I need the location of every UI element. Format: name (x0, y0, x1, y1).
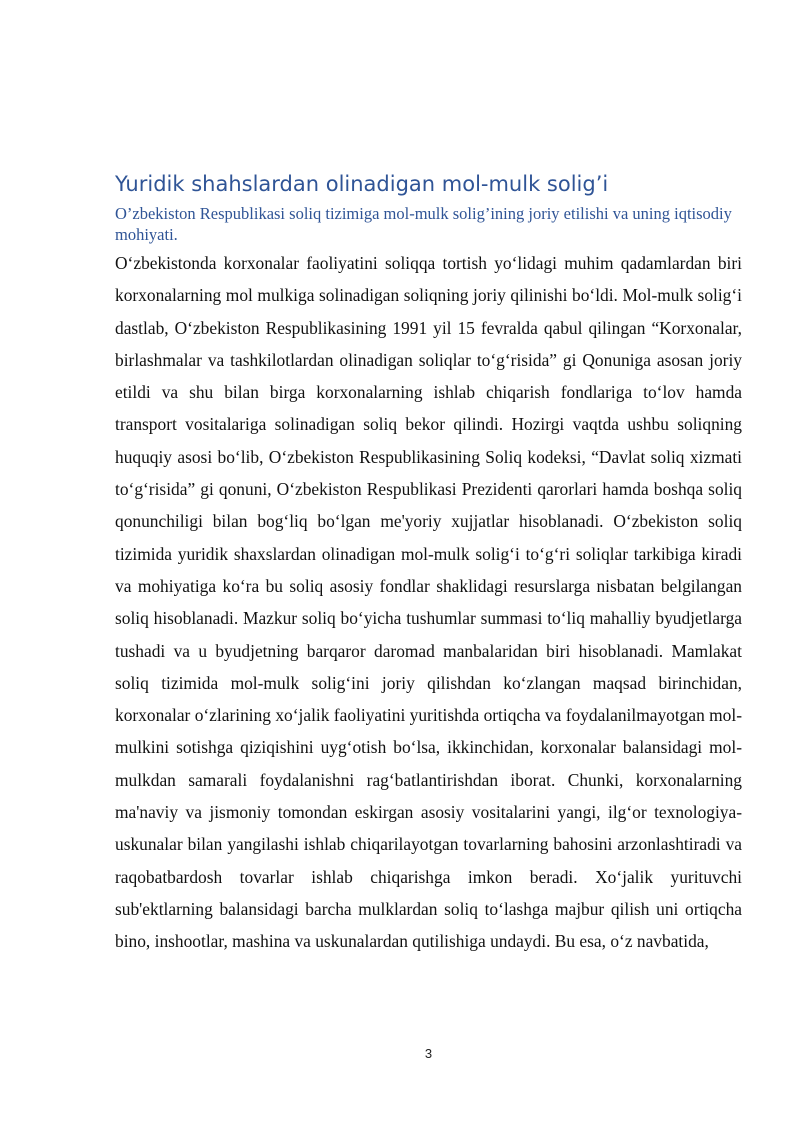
document-title: Yuridik shahslardan olinadigan mol-mulk solig’i (115, 172, 609, 196)
body-paragraph: O‘zbekistonda korxonalar faoliyatini soliqqa tortish yo‘lidagi muhim qadamlardan biri korxonalarning mol mulkiga solinadigan soliqning joriy qilinishi bo‘ldi. Mol-mulk solig‘i dastlab, O‘zbekiston Respublikasining 1991 yil 15 fevralda qabul qilingan “Korxonalar, birlashmalar va tashkilotlardan olinadigan soliqlar to‘g‘risida” gi Qonuniga asosan joriy etildi va shu bilan birga korxonalarning ishlab chiqarish fondlariga to‘lov hamda transport vositalariga solinadigan soliq bekor qilindi. Hozirgi vaqtda ushbu soliqning huquqiy asosi bo‘lib, O‘zbekiston Respublikasining Soliq kodeksi, “Davlat soliq xizmati to‘g‘risida” gi qonuni, O‘zbekiston Respublikasi Prezidenti qarorlari hamda boshqa soliq qonunchiligi bilan bog‘liq bo‘lgan me'yoriy xujjatlar hisoblanadi. O‘zbekiston soliq tizimida yuridik shaxslardan olinadigan mol-mulk solig‘i to‘g‘ri soliqlar tarkibiga kiradi va mohiyatiga ko‘ra bu soliq asosiy fondlar shaklidagi resurslarga nisbatan belgilangan soliq hisoblanadi. Mazkur soliq bo‘yicha tushumlar summasi to‘liq mahalliy byudjetlarga tushadi va u byudjetning barqaror daromad manbalaridan biri hisoblanadi. Mamlakat soliq tizimida mol-mulk solig‘ini joriy qilishdan ko‘zlangan maqsad birinchidan, korxonalar o‘zlarining xo‘jalik faoliyatini yuritishda ortiqcha va foydalanilmayotgan mol-mulkini sotishga qiziqishini uyg‘otish bo‘lsa, ikkinchidan, korxonalar balansidagi mol-mulkdan samarali foydalanishni rag‘batlantirishdan iborat. Chunki, korxonalarning ma'naviy va jismoniy tomondan eskirgan asosiy vositalarini yangi, ilg‘or texnologiya-uskunalar bilan yangilashi ishlab chiqarilayotgan tovarlarning bahosini arzonlashtiradi va raqobatbardosh tovarlar ishlab chiqarishga imkon beradi. Xo‘jalik yurituvchi sub'ektlarning balansidagi barcha mulklardan soliq to‘lashga majbur qilish uni ortiqcha bino, inshootlar, mashina va uskunalardan qutilishiga undaydi. Bu esa, o‘z navbatida, (115, 253, 742, 952)
document-subtitle: O’zbekiston Respublikasi soliq tizimiga mol-mulk solig’ining joriy etilishi va uning iqtisodiy mohiyati. (115, 204, 732, 244)
page-number: 3 (424, 1046, 433, 1061)
